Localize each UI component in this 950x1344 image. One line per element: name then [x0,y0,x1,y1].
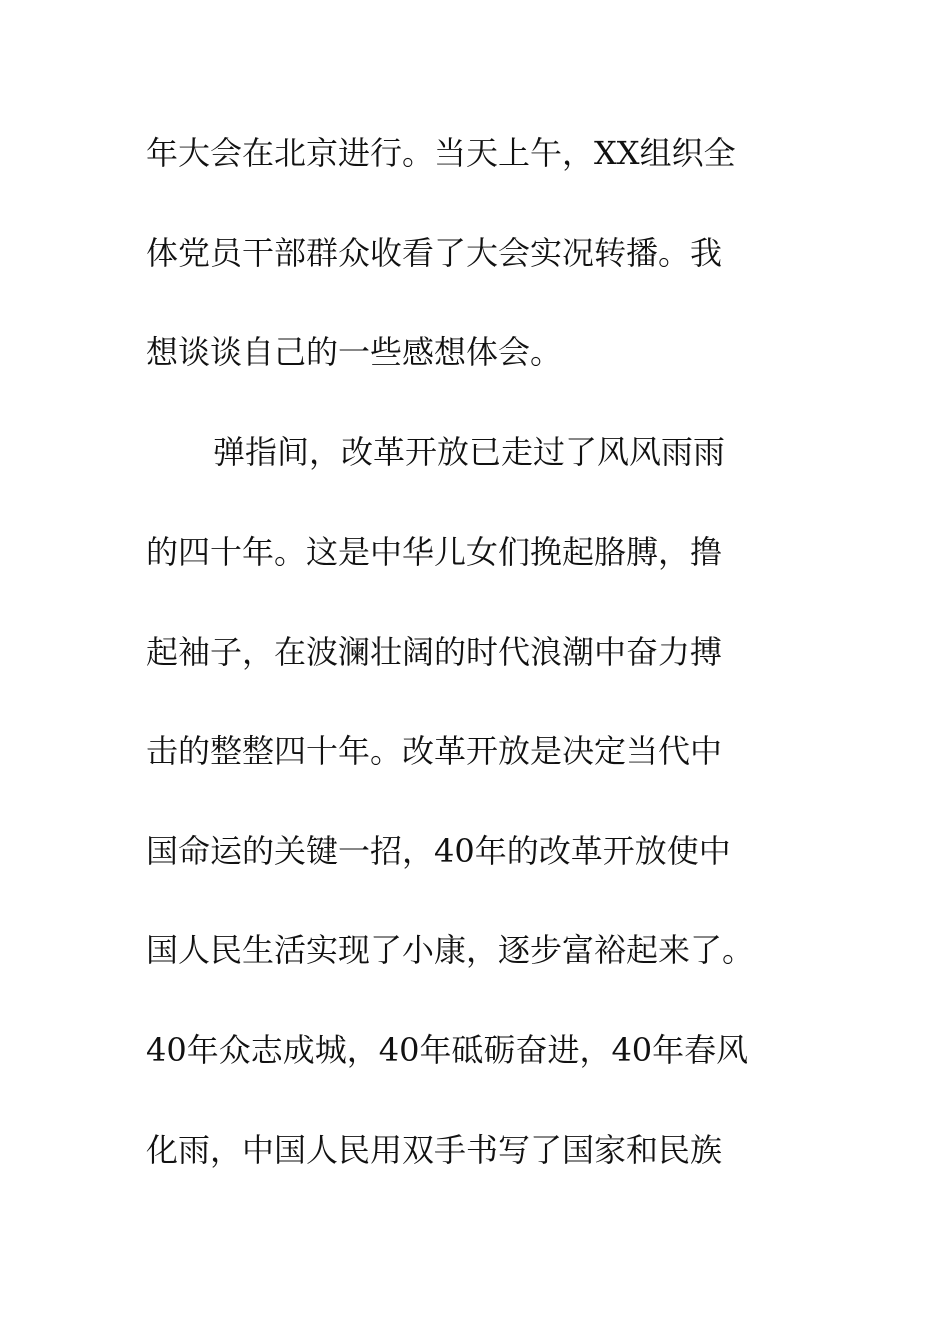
text-line: 起袖子，在波澜壮阔的时代浪潮中奋力搏 [146,633,723,671]
text-line: 体党员干部群众收看了大会实况转播。我 [146,234,723,272]
text-line: 国命运的关键一招，40年的改革开放使中 [146,832,731,870]
text-line: 想谈谈自己的一些感想体会。 [146,333,563,371]
text-line: 化雨，中国人民用双手书写了国家和民族 [146,1131,723,1169]
paragraph-first-line: 弹指间，改革开放已走过了风风雨雨 [213,433,726,471]
text-line: 国人民生活实现了小康，逐步富裕起来了。 [146,931,755,969]
text-line: 的四十年。这是中华儿女们挽起胳膊，撸 [146,533,723,571]
text-line: 年大会在北京进行。当天上午，XX组织全 [146,134,736,172]
text-line: 40年众志成城，40年砥砺奋进，40年春风 [146,1031,749,1069]
text-line: 击的整整四十年。改革开放是决定当代中 [146,732,723,770]
